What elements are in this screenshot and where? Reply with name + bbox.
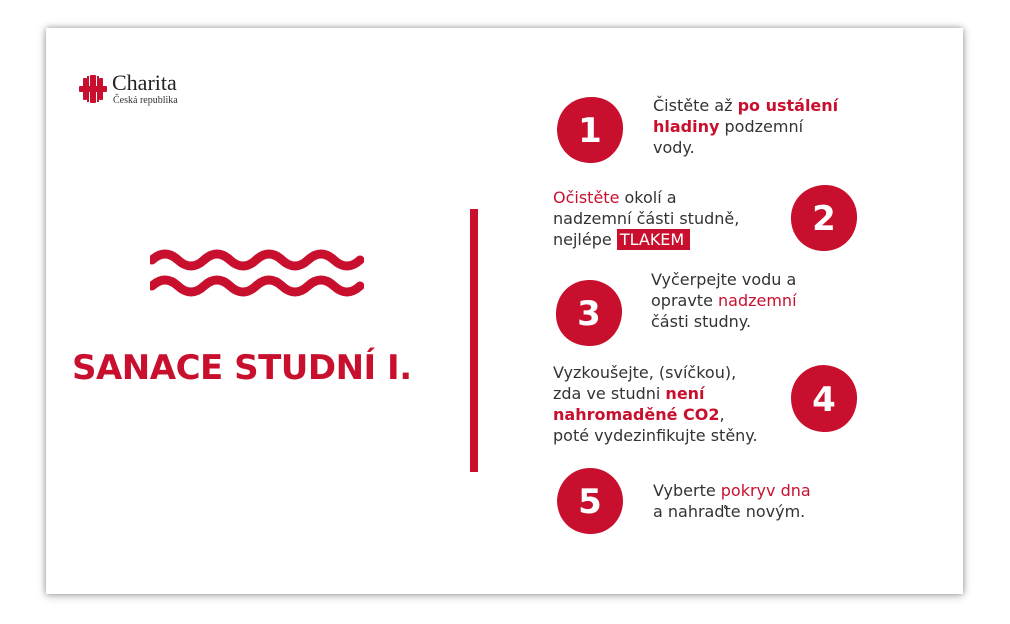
step-5-number: 5: [578, 482, 602, 522]
step-1-text: [653, 95, 838, 158]
text-line: [653, 95, 838, 116]
text-run: nahromaděné CO2: [553, 405, 720, 424]
text-run: okolí a: [619, 188, 677, 207]
step-5-badge: [554, 465, 626, 537]
page-title: SANACE STUDNÍ I.: [72, 348, 412, 388]
slide-card: [46, 28, 963, 594]
charita-cross-icon: [78, 74, 108, 104]
text-line: [553, 425, 758, 446]
text-run: podzemní: [719, 117, 804, 136]
text-run: nadzemní: [718, 291, 797, 310]
text-line: [651, 311, 797, 332]
text-run: není: [665, 384, 705, 403]
text-run: poté vydezinfikujte stěny.: [553, 426, 758, 445]
divider-line: [470, 209, 478, 472]
text-line: [553, 404, 758, 425]
text-run: TLAKEM: [617, 229, 690, 250]
step-3-text: [651, 269, 797, 332]
text-run: Vyčerpejte vodu a: [651, 270, 797, 289]
text-line: [653, 137, 838, 158]
text-run: nadzemní části studně,: [553, 209, 740, 228]
step-1-number: 1: [578, 111, 602, 151]
text-line: [553, 362, 758, 383]
logo-name: Charita: [112, 70, 177, 95]
step-4-badge: [788, 363, 860, 435]
text-run: hladiny: [653, 117, 720, 136]
step-4-text: [553, 362, 758, 446]
text-line: [553, 208, 739, 229]
step-5-text: [653, 480, 811, 522]
text-line: [653, 480, 811, 501]
text-run: Očistěte: [553, 188, 620, 207]
text-line: [651, 290, 797, 311]
text-run: nejlépe: [553, 230, 617, 249]
step-2-badge: [788, 182, 860, 254]
text-run: pokryv dna: [720, 481, 811, 500]
step-2-text: [553, 187, 739, 250]
text-run: Čistěte až: [653, 96, 738, 115]
text-run: ,: [719, 405, 725, 424]
text-run: části studny.: [651, 312, 752, 331]
text-run: opravte: [651, 291, 718, 310]
text-run: po ustálení: [737, 96, 839, 115]
step-3-number: 3: [577, 294, 601, 334]
text-line: [653, 116, 838, 137]
text-line: [651, 269, 797, 290]
step-2-number: 2: [812, 199, 836, 239]
text-run: zda ve studni: [553, 384, 666, 403]
text-line: [653, 501, 811, 522]
text-line: [553, 383, 758, 404]
text-run: Vyzkoušejte, (svíčkou),: [553, 363, 737, 382]
step-3-badge: [553, 277, 625, 349]
logo-subtitle: Česká republika: [113, 95, 178, 106]
water-waves-icon: [150, 248, 364, 308]
text-run: a nahraďte novým.: [653, 502, 806, 521]
text-line: [553, 187, 739, 208]
text-run: Vyberte: [653, 481, 721, 500]
step-4-number: 4: [812, 380, 836, 420]
step-1-badge: [554, 94, 626, 166]
text-line: [553, 229, 739, 250]
text-run: vody.: [653, 138, 695, 157]
